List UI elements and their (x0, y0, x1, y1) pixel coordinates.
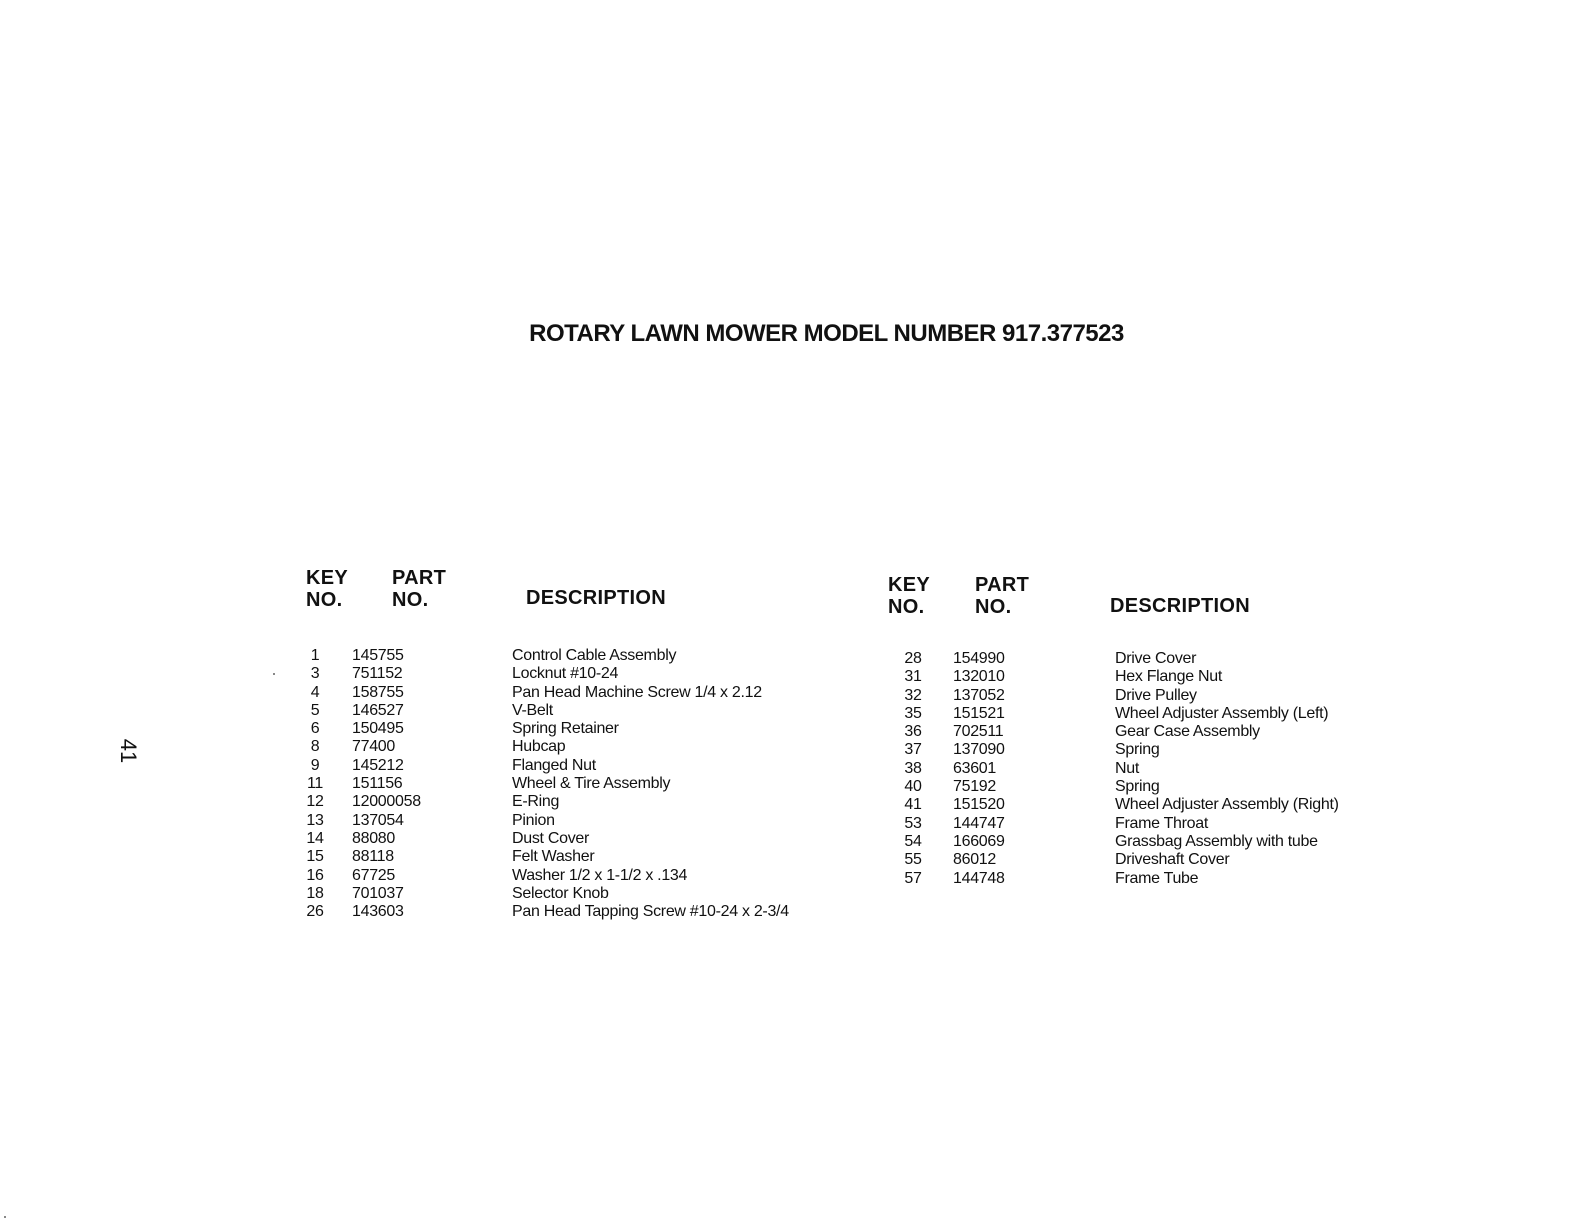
right-key-header (888, 574, 930, 618)
part-number: 137052 (953, 686, 1005, 704)
part-number: 702511 (953, 723, 1004, 741)
part-description: Frame Throat (1115, 814, 1209, 832)
part-description: Frame Tube (1115, 869, 1199, 887)
part-number: 86012 (953, 851, 996, 869)
scan-speck (273, 673, 275, 675)
part-number: 12000058 (352, 793, 421, 811)
key-number: 28 (904, 650, 922, 667)
page-number: 41 (116, 738, 142, 764)
key-number: 54 (904, 832, 922, 850)
part-description: Spring Retainer (512, 720, 619, 738)
part-number: 145755 (352, 647, 404, 664)
part-description: E-Ring (512, 793, 560, 811)
part-number: 144747 (953, 814, 1005, 832)
part-description: Locknut #10-24 (512, 665, 619, 683)
part-description: Felt Washer (512, 848, 595, 866)
part-number: 751152 (352, 665, 403, 683)
right-part-header (975, 574, 1029, 618)
part-number: 75192 (953, 778, 996, 796)
key-number: 11 (306, 775, 323, 793)
part-description: Nut (1115, 759, 1139, 777)
right-key-header-line2: NO. (888, 596, 925, 618)
right-key-header-line1: KEY (888, 574, 931, 596)
right-part-header-line2: NO. (975, 596, 1012, 618)
key-number: 38 (904, 759, 922, 777)
key-number: 5 (310, 701, 320, 719)
key-number: 1 (310, 647, 320, 664)
key-number: 15 (306, 848, 324, 866)
part-description: Pan Head Machine Screw 1/4 x 2.12 (512, 683, 762, 701)
part-description: Pan Head Tapping Screw #10-24 x 2-3/4 (512, 903, 789, 921)
left-part-header-line2: NO. (392, 589, 429, 611)
key-number: 14 (306, 829, 324, 847)
part-description: Wheel & Tire Assembly (512, 775, 671, 793)
part-description: Spring (1115, 741, 1160, 759)
part-description: V-Belt (512, 701, 553, 719)
part-number: 88118 (352, 848, 394, 866)
part-description: Dust Cover (512, 829, 590, 847)
part-number: 77400 (352, 738, 395, 756)
part-description: Hubcap (512, 738, 566, 756)
key-number: 8 (310, 738, 320, 756)
part-number: 146527 (352, 701, 404, 719)
part-description: Gear Case Assembly (1115, 723, 1260, 741)
key-number: 35 (904, 704, 922, 722)
key-number: 12 (306, 793, 324, 811)
key-number: 18 (306, 884, 324, 902)
left-key-header-line2: NO. (306, 589, 343, 611)
part-number: 154990 (953, 650, 1005, 667)
part-number: 67725 (352, 866, 395, 884)
part-description: Pinion (512, 811, 555, 829)
key-number: 40 (904, 778, 922, 796)
part-description: Selector Knob (512, 884, 609, 902)
key-number: 37 (904, 741, 922, 759)
part-description: Spring (1115, 778, 1160, 796)
page-title: ROTARY LAWN MOWER MODEL NUMBER 917.377523 (529, 320, 1124, 347)
key-number: 6 (310, 720, 320, 738)
key-number: 32 (904, 686, 922, 704)
part-number: 88080 (352, 829, 395, 847)
key-number: 57 (904, 869, 922, 887)
key-number: 26 (306, 903, 324, 921)
part-number: 166069 (953, 832, 1005, 850)
part-number: 151520 (953, 796, 1005, 814)
right-description-header: DESCRIPTION (1110, 595, 1250, 617)
part-description: Wheel Adjuster Assembly (Right) (1115, 796, 1339, 814)
part-description: Control Cable Assembly (512, 647, 677, 664)
key-number: 55 (904, 851, 922, 869)
part-number: 137054 (352, 811, 404, 829)
key-number: 13 (306, 811, 324, 829)
part-description: Driveshaft Cover (1115, 851, 1230, 869)
part-description: Drive Cover (1115, 650, 1197, 667)
part-number: 151156 (352, 775, 403, 793)
left-description-header: DESCRIPTION (526, 587, 666, 609)
left-key-header (306, 567, 348, 611)
part-description: Flanged Nut (512, 756, 596, 774)
part-description: Hex Flange Nut (1115, 668, 1222, 686)
part-number: 150495 (352, 720, 404, 738)
part-number: 63601 (953, 759, 996, 777)
left-part-header (392, 567, 446, 611)
part-description: Wheel Adjuster Assembly (Left) (1115, 704, 1329, 722)
key-number: 53 (904, 814, 922, 832)
right-part-header-line1: PART (975, 574, 1030, 596)
part-number: 151521 (953, 704, 1005, 722)
key-number: 41 (904, 796, 922, 814)
part-number: 145212 (352, 756, 404, 774)
key-number: 9 (310, 756, 320, 774)
key-number: 31 (904, 668, 922, 686)
scan-speck (4, 1216, 6, 1218)
part-number: 137090 (953, 741, 1005, 759)
part-description: Washer 1/2 x 1-1/2 x .134 (512, 866, 688, 884)
part-number: 143603 (352, 903, 404, 921)
key-number: 16 (306, 866, 324, 884)
key-number: 36 (904, 723, 922, 741)
part-number: 144748 (953, 869, 1005, 887)
key-number: 4 (310, 683, 320, 701)
part-number: 701037 (352, 884, 404, 902)
key-number: 3 (310, 665, 320, 683)
part-number: 132010 (953, 668, 1005, 686)
left-key-header-line1: KEY (306, 567, 349, 589)
part-description: Drive Pulley (1115, 686, 1197, 704)
part-description: Grassbag Assembly with tube (1115, 832, 1318, 850)
part-number: 158755 (352, 683, 404, 701)
left-part-header-line1: PART (392, 567, 447, 589)
